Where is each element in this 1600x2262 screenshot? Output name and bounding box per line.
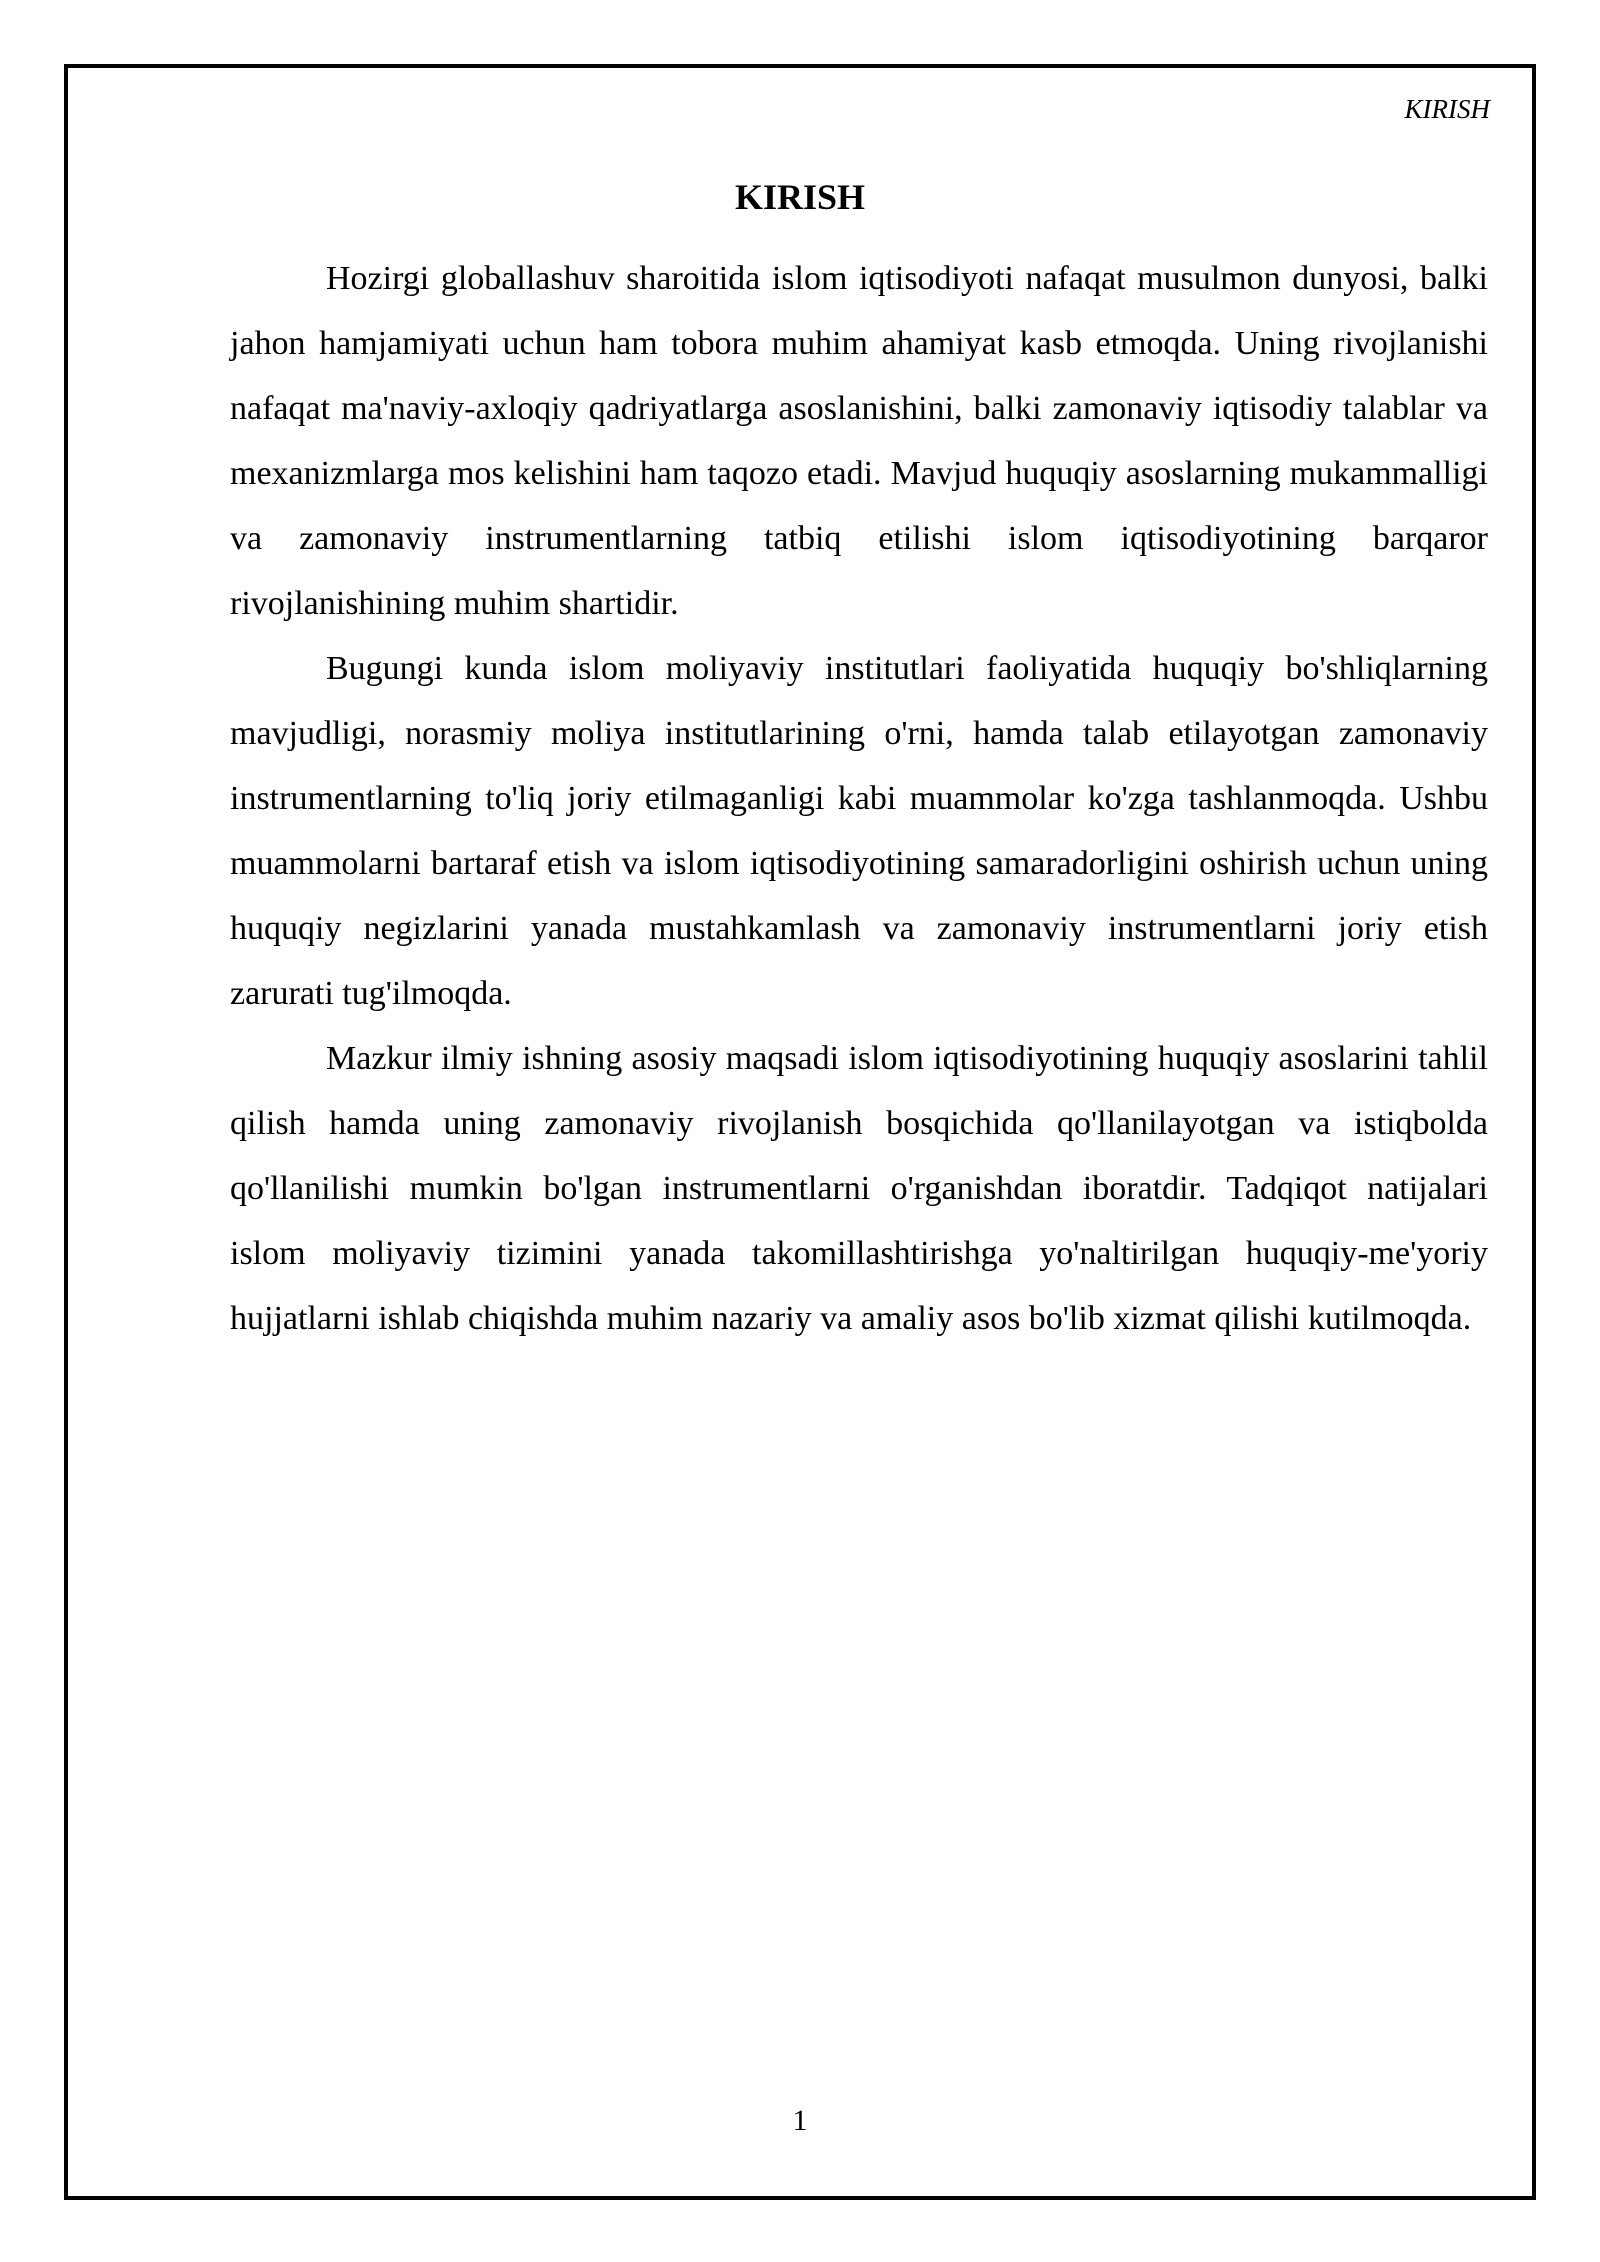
paragraph: Hozirgi globallashuv sharoitida islom iqtisodiyoti nafaqat musulmon dunyosi, balki jahon hamjamiyati uchun ham tobora muhim ahamiyat kasb etmoqda. Uning rivojlanishi nafaqat ma'naviy-axloqiy qadriyatlarga asoslanishini, balki zamonaviy iqtisodiy talablar va mexanizmlarga mos kelishini ham taqozo etadi. Mavjud huquqiy asoslarning mukammalligi va zamonaviy instrumentlarning tatbiq etilishi islom iqtisodiyotining barqaror rivojlanishining muhim shartidir. xyxy=(230,260,1488,622)
running-header: KIRISH xyxy=(1404,94,1490,124)
page-title: KIRISH xyxy=(734,177,866,218)
body-text xyxy=(230,246,1488,1351)
paragraph: Mazkur ilmiy ishning asosiy maqsadi islom iqtisodiyotining huquqiy asoslarini tahlil qilish hamda uning zamonaviy rivojlanish bosqichida qo'llanilayotgan va istiqbolda qo'llanilishi mumkin bo'lgan instrumentlarni o'rganishdan iboratdir. Tadqiqot natijalari islom moliyaviy tizimini yanada takomillashtirishga yo'naltirilgan huquqiy-me'yoriy hujjatlarni ishlab chiqishda muhim nazariy va amaliy asos bo'lib xizmat qilishi kutilmoqda. xyxy=(230,1040,1488,1337)
paragraph: Bugungi kunda islom moliyaviy institutlari faoliyatida huquqiy bo'shliqlarning mavjudligi, norasmiy moliya institutlarining o'rni, hamda talab etilayotgan zamonaviy instrumentlarning to'liq joriy etilmaganligi kabi muammolar ko'zga tashlanmoqda. Ushbu muammolarni bartaraf etish va islom iqtisodiyotining samaradorligini oshirish uchun uning huquqiy negizlarini yanada mustahkamlash va zamonaviy instrumentlarni joriy etish zarurati tug'ilmoqda. xyxy=(230,650,1488,1012)
page-number: 1 xyxy=(792,2104,808,2137)
